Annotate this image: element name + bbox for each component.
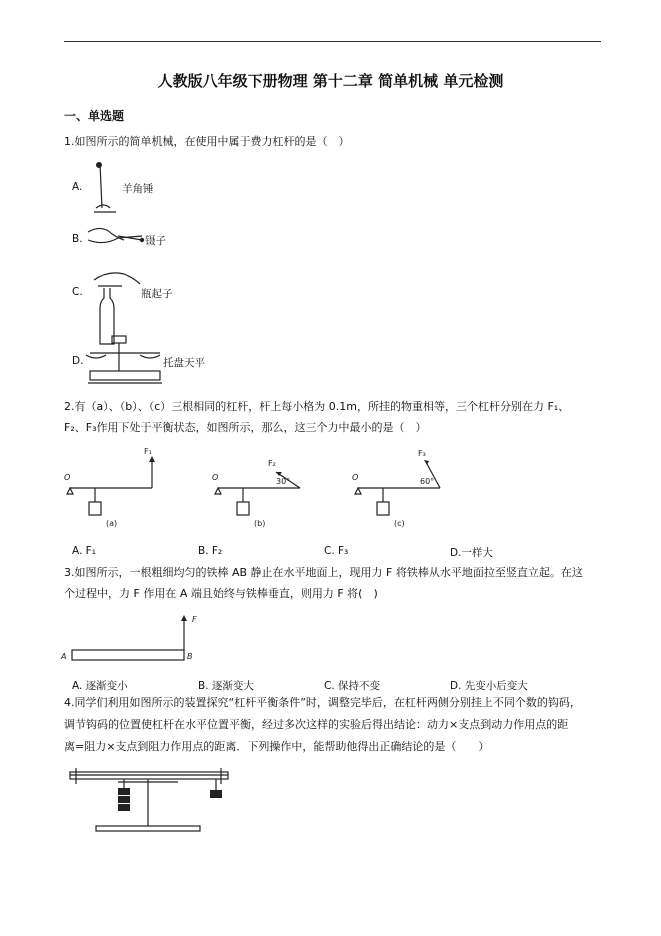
- q2-option-c[interactable]: C. F₃: [324, 545, 349, 557]
- q2-option-a[interactable]: A. F₁: [72, 545, 96, 557]
- q2-option-b[interactable]: B. F₂: [198, 545, 223, 557]
- lever-balance-figure: [66, 766, 236, 836]
- section-heading: 一、单选题: [64, 109, 125, 123]
- header-rule: [64, 41, 601, 42]
- q2-option-d[interactable]: D.一样大: [450, 547, 493, 559]
- balance-figure: [84, 333, 168, 387]
- end-label-a: A: [61, 652, 67, 661]
- q4-stem-line2: 调节钩码的位置使杠杆在水平位置平衡，经过多次这样的实验后得出结论：动力×支点到动力作用点的距: [64, 718, 569, 731]
- force-label-f3: F₃: [418, 449, 426, 458]
- tweezers-figure: [84, 222, 146, 252]
- caption-b: (b): [254, 519, 266, 528]
- force-label-f2: F₂: [268, 459, 276, 468]
- q1-option-c-label: 瓶起子: [141, 288, 173, 300]
- caption-a: (a): [106, 519, 118, 528]
- q1-option-d-label: 托盘天平: [163, 357, 205, 369]
- pivot-label: O: [212, 473, 219, 482]
- iron-bar-figure: [60, 612, 210, 664]
- q1-stem: 1.如图所示的简单机械，在使用中属于费力杠杆的是（ ）: [64, 135, 350, 148]
- pivot-label: O: [64, 473, 71, 482]
- lever-figure-a: [62, 446, 162, 536]
- q2-stem-line1: 2.有（a）、（b）、（c）三根相同的杠杆，杆上每小格为 0.1m，所挂的物重相等，三个杠杆分别在力 F₁、: [64, 400, 570, 413]
- q2-stem-line2: F₂、F₃作用下处于平衡状态，如图所示，那么，这三个力中最小的是（ ）: [64, 421, 427, 434]
- q1-option-d-letter[interactable]: D.: [72, 355, 84, 367]
- q3-option-b[interactable]: B. 逐渐变大: [198, 680, 254, 692]
- q1-option-b-label: 镊子: [145, 235, 166, 247]
- lever-figure-c: [350, 446, 450, 536]
- hammer-figure: [86, 160, 126, 220]
- q4-stem-line1: 4.同学们利用如图所示的装置探究“杠杆平衡条件”时，调整完毕后，在杠杆两侧分别挂上不同个数的钩码，: [64, 696, 581, 709]
- q3-option-a[interactable]: A. 逐渐变小: [72, 680, 128, 692]
- q3-option-c[interactable]: C. 保持不变: [324, 680, 381, 692]
- q4-stem-line3: 离=阻力×支点到阻力作用点的距离．下列操作中，能帮助他得出正确结论的是（ ）: [64, 740, 490, 753]
- q3-option-d[interactable]: D. 先变小后变大: [450, 680, 528, 692]
- q3-stem-line2: 个过程中，力 F 作用在 A 端且始终与铁棒垂直，则用力 F 将( ): [64, 587, 378, 600]
- q1-option-a-label: 羊角锤: [122, 183, 154, 195]
- force-label-f1: F₁: [144, 447, 152, 456]
- q1-option-c-letter[interactable]: C.: [72, 286, 83, 298]
- angle-label-60: 60°: [420, 477, 435, 486]
- pivot-label: O: [352, 473, 359, 482]
- page-title: 人教版八年级下册物理 第十二章 简单机械 单元检测: [157, 72, 504, 90]
- angle-label-30: 30°: [276, 477, 291, 486]
- end-label-b: B: [187, 652, 193, 661]
- q1-option-a-letter[interactable]: A.: [72, 181, 83, 193]
- force-label-f: F: [192, 615, 197, 624]
- caption-c: (c): [394, 519, 405, 528]
- q1-option-b-letter[interactable]: B.: [72, 233, 83, 245]
- lever-figure-b: [210, 446, 310, 536]
- q3-stem-line1: 3.如图所示，一根粗细均匀的铁棒 AB 静止在水平地面上，现用力 F 将铁棒从水平地面拉至竖直立起。在这: [64, 566, 583, 579]
